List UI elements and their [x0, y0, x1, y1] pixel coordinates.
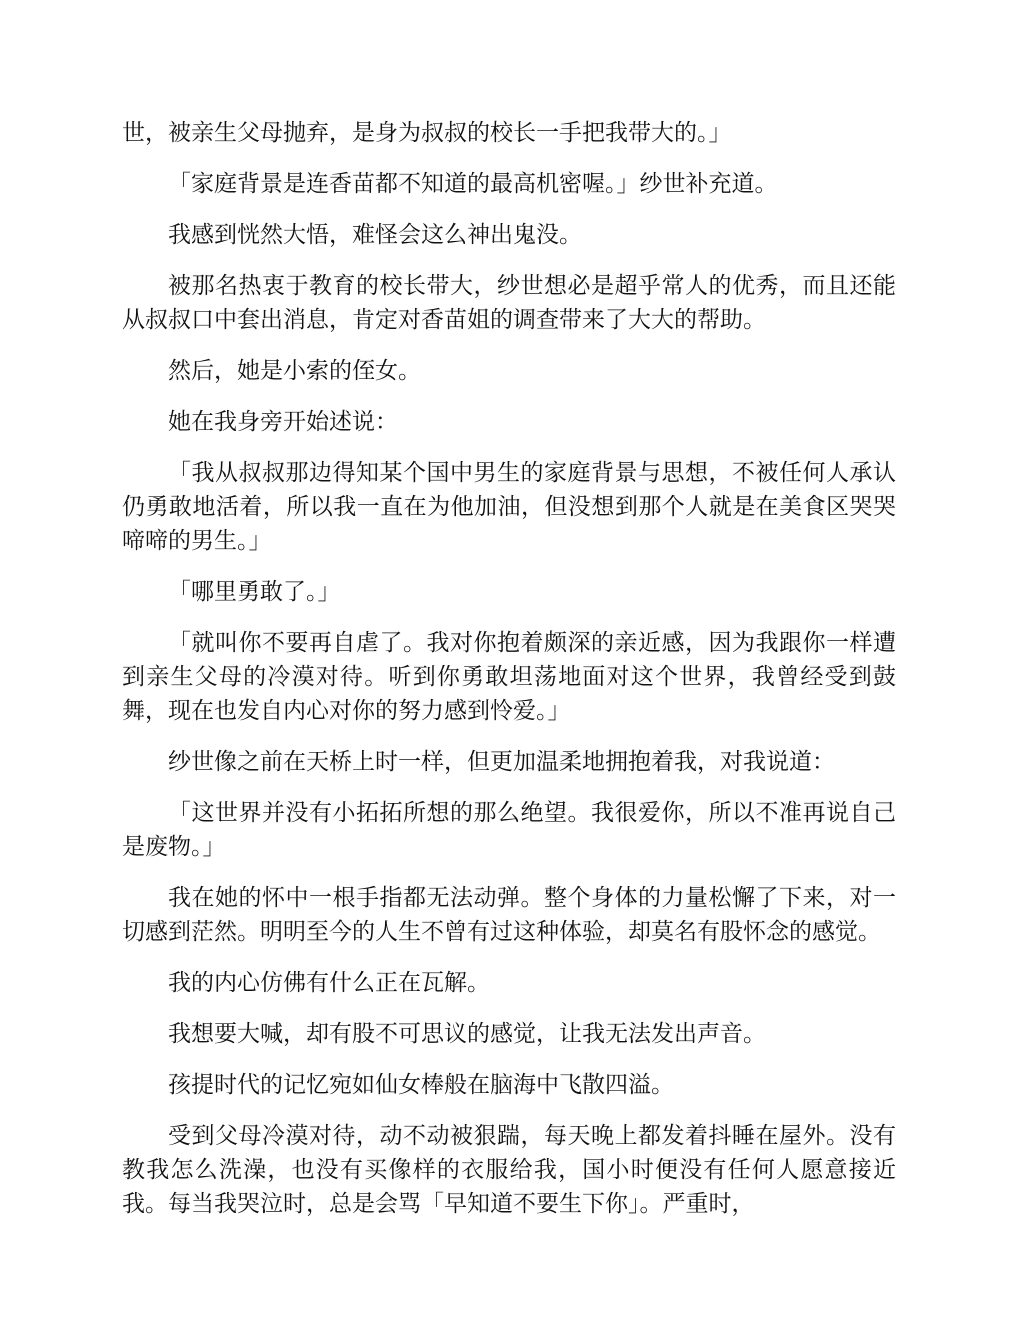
- paragraph: 我的内心仿佛有什么正在瓦解。: [168, 970, 490, 996]
- paragraph: 我在她的怀中一根手指都无法动弹。整个身体的力量松懈了下来，对一切感到茫然。明明至今的人生不曾有过这种体验，却莫名有股怀念的感觉。: [122, 885, 896, 945]
- paragraph: 「我从叔叔那边得知某个国中男生的家庭背景与思想，不被任何人承认仍勇敢地活着，所以我一直在为他加油，但没想到那个人就是在美食区哭哭啼啼的男生。」: [122, 460, 896, 554]
- paragraph: 「就叫你不要再自虐了。我对你抱着颇深的亲近感，因为我跟你一样遭到亲生父母的冷漠对待。听到你勇敢坦荡地面对这个世界，我曾经受到鼓舞，现在也发自内心对你的努力感到怜爱。」: [122, 630, 896, 724]
- paragraph: 「这世界并没有小拓拓所想的那么绝望。我很爱你，所以不准再说自己是废物。」: [122, 800, 896, 860]
- paragraph: 「哪里勇敢了。」: [168, 579, 341, 605]
- paragraph: 我想要大喊，却有股不可思议的感觉，让我无法发出声音。: [168, 1021, 766, 1047]
- paragraph: 纱世像之前在天桥上时一样，但更加温柔地拥抱着我，对我说道：: [168, 749, 835, 775]
- paragraph: 孩提时代的记忆宛如仙女棒般在脑海中飞散四溢。: [168, 1072, 674, 1098]
- paragraph: 被那名热衷于教育的校长带大，纱世想必是超乎常人的优秀，而且还能从叔叔口中套出消息，肯定对香苗姐的调查带来了大大的帮助。: [122, 273, 896, 333]
- paragraph: 我感到恍然大悟，难怪会这么神出鬼没。: [168, 222, 582, 248]
- paragraph-continuation: 世，被亲生父母抛弃，是身为叔叔的校长一手把我带大的。」: [122, 120, 732, 146]
- paragraph: 「家庭背景是连香苗都不知道的最高机密喔。」纱世补充道。: [168, 171, 778, 197]
- document-page: [122, 116, 896, 1238]
- paragraph: 她在我身旁开始述说：: [168, 409, 398, 435]
- paragraph: 然后，她是小索的侄女。: [168, 358, 421, 384]
- paragraph: 受到父母冷漠对待，动不动被狠踹，每天晚上都发着抖睡在屋外。没有教我怎么洗澡，也没有买像样的衣服给我，国小时便没有任何人愿意接近我。每当我哭泣时，总是会骂「早知道不要生下你」。严重时，: [122, 1123, 896, 1217]
